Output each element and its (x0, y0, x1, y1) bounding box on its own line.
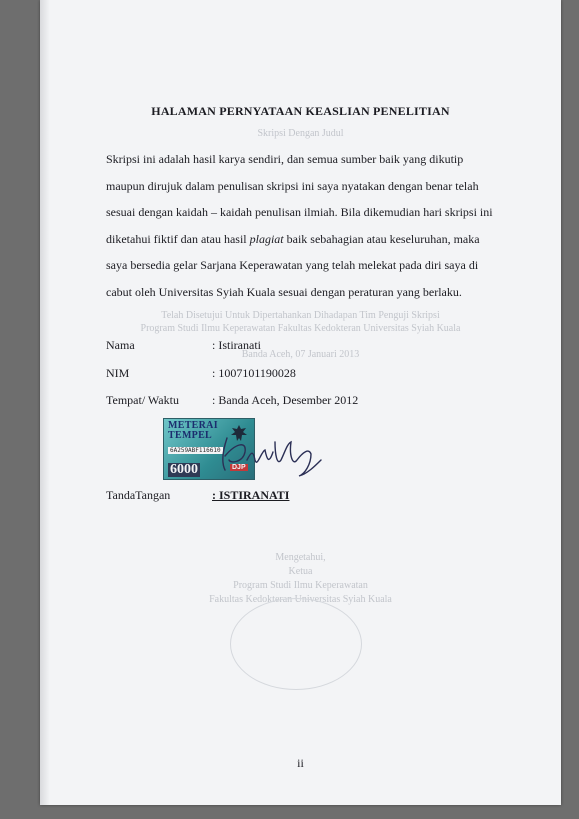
statement-text: baik sebahagian atau keseluruhan, maka (283, 231, 480, 246)
bleed-through-text: Program Studi Ilmu Keperawatan Fakultas Kedokteran Universitas Syiah Kuala (140, 323, 461, 334)
field-label-nim: NIM (106, 366, 130, 380)
bleed-through-text: Telah Disetujui Untuk Dipertahankan Dihadapan Tim Penguji Skripsi (161, 310, 440, 321)
page-number: ii (297, 756, 304, 770)
bleed-through-text: Program Studi Ilmu Keperawatan (233, 580, 368, 591)
field-label-tanda-tangan: TandaTangan (106, 488, 171, 502)
field-label-nama: Nama (106, 338, 135, 352)
bleed-through-text: Fakultas Kedokteran Universitas Syiah Kuala (209, 594, 392, 605)
bleed-through-text: Ketua (288, 566, 313, 577)
field-value-tempat-waktu: : Banda Aceh, Desember 2012 (212, 393, 359, 407)
statement-line: saya bersedia gelar Sarjana Keperawatan yang telah melekat pada diri saya di (106, 258, 479, 273)
handwritten-signature (195, 430, 335, 480)
page-title: HALAMAN PERNYATAAN KEASLIAN PENELITIAN (151, 104, 450, 118)
document-page (40, 0, 561, 805)
bleed-through-text: Mengetahui, (275, 552, 326, 563)
stamp-code: DJP (232, 464, 246, 471)
statement-line: cabut oleh Universitas Syiah Kuala sesuai dengan peraturan yang berlaku. (106, 284, 462, 299)
emphasis-text: plagiat (249, 231, 284, 246)
stamp-title: METERAI TEMPEL (168, 420, 218, 441)
stamp-amount: 6000 (170, 462, 198, 477)
statement-line: sesuai dengan kaidah – kaidah penulisan ilmiah. Bila dikemudian hari skripsi ini (106, 205, 493, 220)
statement-line: maupun dirujuk dalam penulisan skripsi ini saya nyatakan dengan benar telah (106, 178, 479, 193)
statement-line: Skripsi ini adalah hasil karya sendiri, dan semua sumber baik yang dikutip (106, 152, 464, 166)
field-label-tempat-waktu: Tempat/ Waktu (106, 393, 179, 407)
statement-line (106, 226, 496, 253)
field-value-nim: : 1007101190028 (212, 366, 296, 380)
statement-text: diketahui fiktif dan atau hasil (106, 231, 250, 246)
bleed-through-text: Skripsi Dengan Judul (257, 128, 344, 139)
bleed-through-seal (230, 598, 362, 690)
bleed-through-text: Banda Aceh, 07 Januari 2013 (241, 349, 360, 360)
stamp-serial: 6A259ABF116610 (170, 447, 221, 454)
field-value-nama: : Istiranati (212, 338, 261, 352)
statement-paragraph (106, 146, 496, 306)
field-value-tanda-tangan: : ISTIRANATI (212, 488, 290, 502)
